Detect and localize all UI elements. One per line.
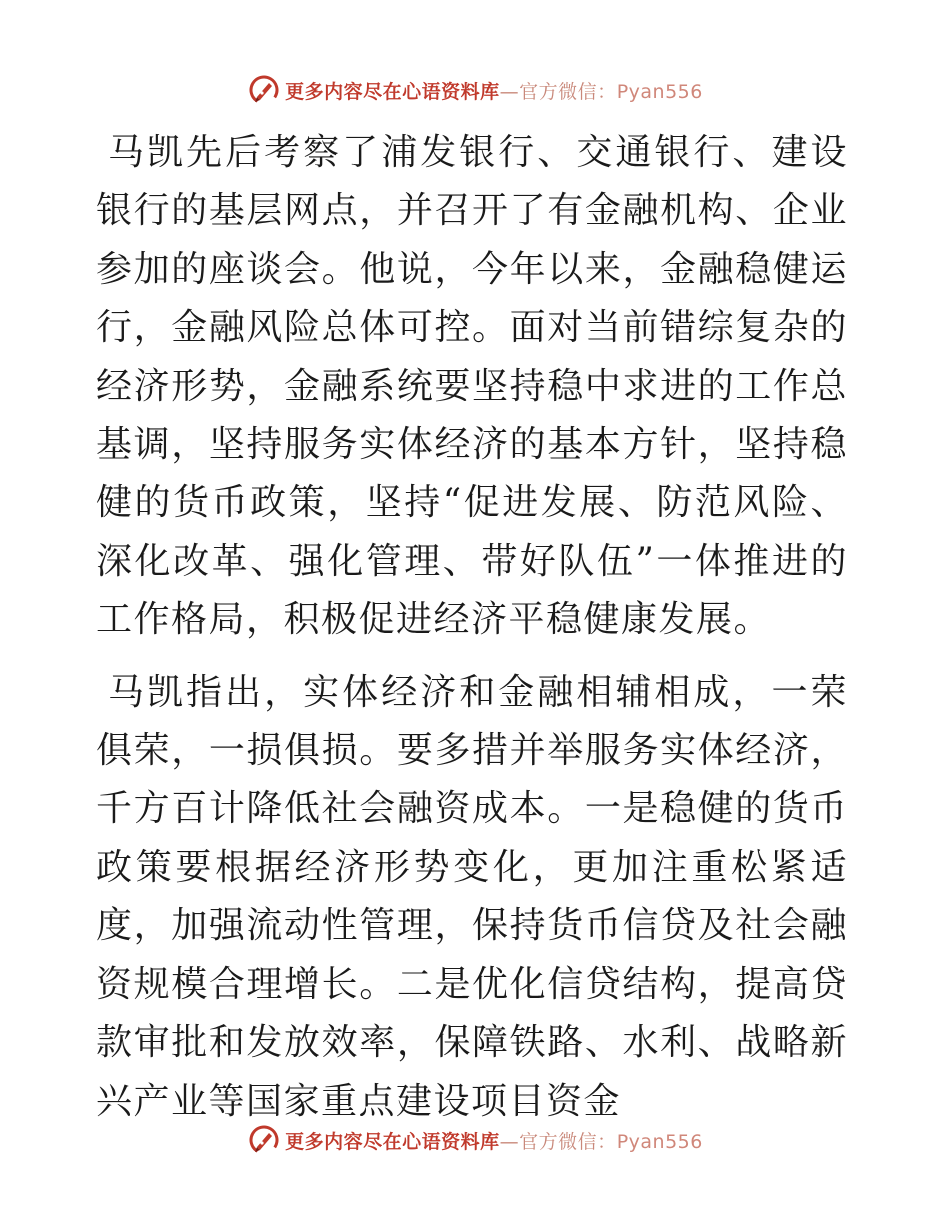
watermark-main-text: 更多内容尽在心语资料库 [285,1130,500,1153]
watermark-wechat-label: 官方微信： [519,80,617,103]
watermark-wechat-id: Pyan556 [616,80,703,103]
paragraph: 马凯指出，实体经济和金融相辅相成，一荣俱荣，一损俱损。要多措并举服务实体经济，千方百计降低社会融资成本。一是稳健的货币政策要根据经济形势变化，更加注重松紧适度，加强流动性管理，保持货币信贷及社会融资规模合理增长。二是优化信贷结构，提高贷款审批和发放效率，保障铁路、水利、战略新兴产业等国家重点建设项目资金 [96,671,848,1122]
paragraph: 马凯先后考察了浦发银行、交通银行、建设银行的基层网点，并召开了有金融机构、企业参加的座谈会。他说，今年以来，金融稳健运行，金融风险总体可控。面对当前错综复杂的经济形势，金融系统要坚持稳中求进的工作总基调，坚持服务实体经济的基本方针，坚持稳健的货币政策，坚持“促进发展、防范风险、深化改革、强化管理、带好队伍”一体推进的工作格局，积极促进经济平稳健康发展。 [96,132,848,641]
footer-watermark [0,1120,950,1160]
watermark-wechat-id: Pyan556 [616,1130,703,1153]
header-watermark [0,70,950,110]
watermark-separator: — [499,80,520,103]
watermark-wechat-label: 官方微信： [519,1130,617,1153]
watermark-main-text: 更多内容尽在心语资料库 [285,80,500,103]
pen-logo-icon [247,1123,281,1157]
pen-logo-icon [247,73,281,107]
document-body [96,124,848,1131]
watermark-separator: — [499,1130,520,1153]
